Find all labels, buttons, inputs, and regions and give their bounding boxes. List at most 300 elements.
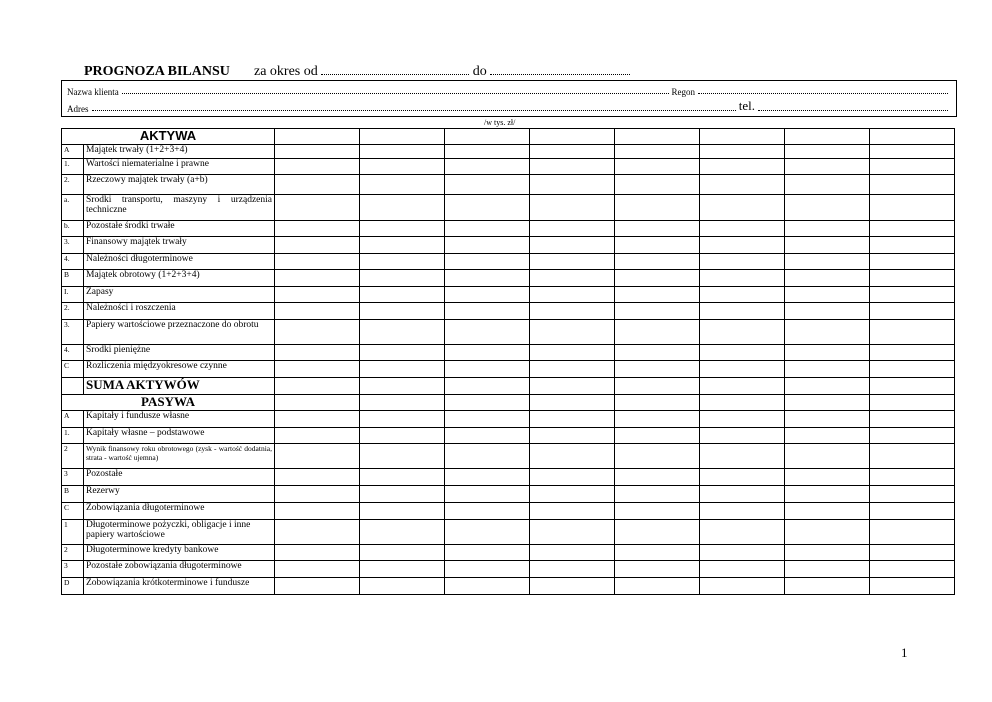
pasywa-row xyxy=(62,503,955,520)
value-cell[interactable] xyxy=(615,221,700,237)
value-cell[interactable] xyxy=(870,469,955,486)
value-cell[interactable] xyxy=(700,195,785,221)
aktywa-row xyxy=(62,145,955,159)
pasywa-row xyxy=(62,545,955,561)
value-cell[interactable] xyxy=(785,411,870,428)
value-cell[interactable] xyxy=(275,428,360,444)
value-cell[interactable] xyxy=(785,303,870,320)
value-cell[interactable] xyxy=(275,345,360,361)
value-cell[interactable] xyxy=(870,270,955,287)
value-cell[interactable] xyxy=(700,395,785,411)
value-cell[interactable] xyxy=(530,145,615,159)
value-cell[interactable] xyxy=(530,159,615,175)
value-cell[interactable] xyxy=(870,520,955,545)
value-cell[interactable] xyxy=(445,145,530,159)
row-mark: D xyxy=(62,578,84,595)
value-cell[interactable] xyxy=(360,221,445,237)
row-label: Należności i roszczenia xyxy=(84,303,275,320)
aktywa-row xyxy=(62,254,955,270)
row-label: Środki pieniężne xyxy=(84,345,275,361)
value-cell[interactable] xyxy=(445,270,530,287)
value-cell[interactable] xyxy=(275,221,360,237)
row-mark: A xyxy=(62,145,84,159)
value-cell[interactable] xyxy=(870,361,955,378)
value-cell[interactable] xyxy=(615,361,700,378)
value-cell[interactable] xyxy=(275,361,360,378)
value-cell[interactable] xyxy=(275,195,360,221)
value-cell[interactable] xyxy=(700,129,785,145)
value-cell[interactable] xyxy=(445,320,530,345)
value-cell[interactable] xyxy=(530,486,615,503)
value-cell[interactable] xyxy=(615,287,700,303)
value-cell[interactable] xyxy=(870,237,955,254)
value-cell[interactable] xyxy=(870,320,955,345)
value-cell[interactable] xyxy=(870,578,955,595)
value-cell[interactable] xyxy=(360,320,445,345)
row-label: Pozostałe xyxy=(84,469,275,486)
address-line xyxy=(67,100,951,114)
pasywa-row xyxy=(62,561,955,578)
value-cell[interactable] xyxy=(530,469,615,486)
row-label: Pozostałe środki trwałe xyxy=(84,221,275,237)
aktywa-row xyxy=(62,237,955,254)
value-cell[interactable] xyxy=(870,303,955,320)
value-cell[interactable] xyxy=(360,503,445,520)
value-cell[interactable] xyxy=(530,428,615,444)
value-cell[interactable] xyxy=(870,411,955,428)
row-mark: 4. xyxy=(62,254,84,270)
value-cell[interactable] xyxy=(275,270,360,287)
value-cell[interactable] xyxy=(530,320,615,345)
value-cell[interactable] xyxy=(615,175,700,195)
value-cell[interactable] xyxy=(360,395,445,411)
value-cell[interactable] xyxy=(870,545,955,561)
value-cell[interactable] xyxy=(615,428,700,444)
value-cell[interactable] xyxy=(445,175,530,195)
client-name-input[interactable] xyxy=(122,93,669,94)
value-cell[interactable] xyxy=(360,444,445,469)
pasywa-row xyxy=(62,486,955,503)
row-label: Zobowiązania długoterminowe xyxy=(84,503,275,520)
row-mark: 3 xyxy=(62,469,84,486)
row-mark: I. xyxy=(62,287,84,303)
value-cell[interactable] xyxy=(785,486,870,503)
value-cell[interactable] xyxy=(785,469,870,486)
aktywa-row xyxy=(62,175,955,195)
value-cell[interactable] xyxy=(360,361,445,378)
value-cell[interactable] xyxy=(785,345,870,361)
value-cell[interactable] xyxy=(700,486,785,503)
value-cell[interactable] xyxy=(615,469,700,486)
value-cell[interactable] xyxy=(870,195,955,221)
value-cell[interactable] xyxy=(615,378,700,395)
value-cell[interactable] xyxy=(530,503,615,520)
value-cell[interactable] xyxy=(360,145,445,159)
aktywa-row xyxy=(62,303,955,320)
row-mark: 1 xyxy=(62,520,84,545)
value-cell[interactable] xyxy=(445,578,530,595)
value-cell[interactable] xyxy=(700,345,785,361)
row-label: Papiery wartościowe przeznaczone do obrotu xyxy=(84,320,275,345)
value-cell[interactable] xyxy=(360,159,445,175)
aktywa-heading-row xyxy=(62,129,955,145)
row-mark: 1. xyxy=(62,428,84,444)
value-cell[interactable] xyxy=(445,561,530,578)
value-cell[interactable] xyxy=(275,237,360,254)
row-label: Długoterminowe kredyty bankowe xyxy=(84,545,275,561)
value-cell[interactable] xyxy=(360,237,445,254)
value-cell[interactable] xyxy=(275,175,360,195)
value-cell[interactable] xyxy=(785,320,870,345)
value-cell[interactable] xyxy=(615,195,700,221)
value-cell[interactable] xyxy=(870,345,955,361)
value-cell[interactable] xyxy=(700,159,785,175)
value-cell[interactable] xyxy=(530,303,615,320)
regon-input[interactable] xyxy=(698,93,948,94)
value-cell[interactable] xyxy=(275,444,360,469)
row-label: Rozliczenia międzyokresowe czynne xyxy=(84,361,275,378)
value-cell[interactable] xyxy=(615,129,700,145)
value-cell[interactable] xyxy=(530,195,615,221)
aktywa-row xyxy=(62,270,955,287)
period-to-input[interactable] xyxy=(490,74,630,75)
value-cell[interactable] xyxy=(275,486,360,503)
value-cell[interactable] xyxy=(615,270,700,287)
client-name-line xyxy=(67,83,951,97)
value-cell[interactable] xyxy=(870,503,955,520)
value-cell[interactable] xyxy=(445,486,530,503)
value-cell[interactable] xyxy=(445,254,530,270)
pasywa-row xyxy=(62,444,955,469)
value-cell[interactable] xyxy=(870,145,955,159)
value-cell[interactable] xyxy=(700,175,785,195)
row-mark: b. xyxy=(62,221,84,237)
value-cell[interactable] xyxy=(445,345,530,361)
value-cell[interactable] xyxy=(275,395,360,411)
value-cell[interactable] xyxy=(700,545,785,561)
value-cell[interactable] xyxy=(360,129,445,145)
value-cell[interactable] xyxy=(530,221,615,237)
row-label: Środki transportu, maszyny i urządzenia techniczne xyxy=(84,195,275,221)
value-cell[interactable] xyxy=(445,361,530,378)
aktywa-row xyxy=(62,320,955,345)
value-cell[interactable] xyxy=(275,254,360,270)
value-cell[interactable] xyxy=(360,175,445,195)
value-cell[interactable] xyxy=(445,303,530,320)
period-to-label: do xyxy=(472,64,487,79)
value-cell[interactable] xyxy=(785,270,870,287)
value-cell[interactable] xyxy=(530,520,615,545)
value-cell[interactable] xyxy=(785,545,870,561)
value-cell[interactable] xyxy=(870,221,955,237)
value-cell[interactable] xyxy=(530,578,615,595)
value-cell[interactable] xyxy=(785,561,870,578)
value-cell[interactable] xyxy=(445,520,530,545)
value-cell[interactable] xyxy=(530,287,615,303)
row-mark: 2. xyxy=(62,175,84,195)
regon-label: Regon xyxy=(671,87,695,97)
value-cell[interactable] xyxy=(785,129,870,145)
address-label: Adres xyxy=(67,104,89,114)
value-cell[interactable] xyxy=(275,159,360,175)
value-cell[interactable] xyxy=(870,254,955,270)
period-from-input[interactable] xyxy=(321,74,469,75)
value-cell[interactable] xyxy=(530,361,615,378)
value-cell[interactable] xyxy=(700,320,785,345)
value-cell[interactable] xyxy=(615,503,700,520)
value-cell[interactable] xyxy=(360,287,445,303)
value-cell[interactable] xyxy=(445,469,530,486)
value-cell[interactable] xyxy=(785,361,870,378)
row-label: Wynik finansowy roku obrotowego (zysk - wartość dodatnia, strata - wartość ujemna) xyxy=(84,444,275,469)
value-cell[interactable] xyxy=(360,270,445,287)
value-cell[interactable] xyxy=(530,561,615,578)
value-cell[interactable] xyxy=(785,287,870,303)
pasywa-row xyxy=(62,469,955,486)
value-cell[interactable] xyxy=(360,303,445,320)
value-cell[interactable] xyxy=(785,520,870,545)
value-cell[interactable] xyxy=(445,545,530,561)
row-label: Finansowy majątek trwały xyxy=(84,237,275,254)
row-mark: 1. xyxy=(62,159,84,175)
value-cell[interactable] xyxy=(785,237,870,254)
value-cell[interactable] xyxy=(445,195,530,221)
value-cell[interactable] xyxy=(870,428,955,444)
value-cell[interactable] xyxy=(785,159,870,175)
value-cell[interactable] xyxy=(530,378,615,395)
row-mark: C xyxy=(62,361,84,378)
pasywa-heading-row xyxy=(62,395,955,411)
value-cell[interactable] xyxy=(785,444,870,469)
value-cell[interactable] xyxy=(785,503,870,520)
row-mark: 3 xyxy=(62,561,84,578)
value-cell[interactable] xyxy=(870,486,955,503)
value-cell[interactable] xyxy=(700,411,785,428)
value-cell[interactable] xyxy=(615,561,700,578)
value-cell[interactable] xyxy=(785,254,870,270)
value-cell[interactable] xyxy=(360,378,445,395)
aktywa-row xyxy=(62,361,955,378)
value-cell[interactable] xyxy=(615,303,700,320)
value-cell[interactable] xyxy=(870,129,955,145)
row-label: Wartości niematerialne i prawne xyxy=(84,159,275,175)
value-cell[interactable] xyxy=(870,444,955,469)
value-cell[interactable] xyxy=(615,486,700,503)
value-cell[interactable] xyxy=(275,378,360,395)
page-number: 1 xyxy=(901,645,908,660)
value-cell[interactable] xyxy=(275,520,360,545)
value-cell[interactable] xyxy=(615,395,700,411)
value-cell[interactable] xyxy=(360,411,445,428)
row-label: Rzeczowy majątek trwały (a+b) xyxy=(84,175,275,195)
row-label: Kapitały własne – podstawowe xyxy=(84,428,275,444)
value-cell[interactable] xyxy=(360,578,445,595)
address-input[interactable] xyxy=(92,110,736,111)
value-cell[interactable] xyxy=(445,221,530,237)
value-cell[interactable] xyxy=(615,520,700,545)
value-cell[interactable] xyxy=(275,145,360,159)
value-cell[interactable] xyxy=(275,545,360,561)
value-cell[interactable] xyxy=(275,503,360,520)
row-label: Zapasy xyxy=(84,287,275,303)
value-cell[interactable] xyxy=(700,270,785,287)
value-cell[interactable] xyxy=(275,411,360,428)
value-cell[interactable] xyxy=(360,486,445,503)
value-cell[interactable] xyxy=(360,195,445,221)
value-cell[interactable] xyxy=(700,469,785,486)
row-mark: 3. xyxy=(62,320,84,345)
pasywa-row xyxy=(62,578,955,595)
value-cell[interactable] xyxy=(870,175,955,195)
value-cell[interactable] xyxy=(360,345,445,361)
value-cell[interactable] xyxy=(870,378,955,395)
value-cell[interactable] xyxy=(275,469,360,486)
unit-note: /w tys. zł/ xyxy=(484,118,516,127)
value-cell[interactable] xyxy=(785,395,870,411)
value-cell[interactable] xyxy=(445,378,530,395)
suma-aktywow-row xyxy=(62,378,955,395)
value-cell[interactable] xyxy=(530,345,615,361)
value-cell[interactable] xyxy=(530,411,615,428)
value-cell[interactable] xyxy=(530,129,615,145)
value-cell[interactable] xyxy=(445,428,530,444)
value-cell[interactable] xyxy=(445,237,530,254)
value-cell[interactable] xyxy=(360,545,445,561)
value-cell[interactable] xyxy=(360,520,445,545)
value-cell[interactable] xyxy=(360,254,445,270)
value-cell[interactable] xyxy=(615,320,700,345)
value-cell[interactable] xyxy=(785,378,870,395)
period-from-label: za okres od xyxy=(254,64,318,79)
value-cell[interactable] xyxy=(870,159,955,175)
value-cell[interactable] xyxy=(530,545,615,561)
value-cell[interactable] xyxy=(275,303,360,320)
pasywa-row xyxy=(62,520,955,545)
value-cell[interactable] xyxy=(445,129,530,145)
row-mark: B xyxy=(62,486,84,503)
value-cell[interactable] xyxy=(785,175,870,195)
value-cell[interactable] xyxy=(530,444,615,469)
value-cell[interactable] xyxy=(785,145,870,159)
value-cell[interactable] xyxy=(360,428,445,444)
value-cell[interactable] xyxy=(700,561,785,578)
value-cell[interactable] xyxy=(615,254,700,270)
value-cell[interactable] xyxy=(530,254,615,270)
value-cell[interactable] xyxy=(870,287,955,303)
client-info-box xyxy=(61,80,957,117)
aktywa-row xyxy=(62,159,955,175)
value-cell[interactable] xyxy=(275,578,360,595)
value-cell[interactable] xyxy=(870,561,955,578)
period-field[interactable] xyxy=(254,64,630,80)
pasywa-heading: PASYWA xyxy=(62,395,275,411)
aktywa-row xyxy=(62,345,955,361)
value-cell[interactable] xyxy=(700,520,785,545)
value-cell[interactable] xyxy=(445,411,530,428)
value-cell[interactable] xyxy=(785,195,870,221)
value-cell[interactable] xyxy=(785,578,870,595)
aktywa-row xyxy=(62,221,955,237)
value-cell[interactable] xyxy=(445,503,530,520)
tel-label: tel. xyxy=(738,98,755,113)
value-cell[interactable] xyxy=(700,578,785,595)
value-cell[interactable] xyxy=(700,444,785,469)
value-cell[interactable] xyxy=(615,345,700,361)
row-mark: B xyxy=(62,270,84,287)
pasywa-row xyxy=(62,411,955,428)
value-cell[interactable] xyxy=(870,395,955,411)
row-mark: C xyxy=(62,503,84,520)
row-label: Majątek obrotowy (1+2+3+4) xyxy=(84,270,275,287)
row-mark: 2. xyxy=(62,303,84,320)
value-cell[interactable] xyxy=(530,395,615,411)
value-cell[interactable] xyxy=(530,175,615,195)
value-cell[interactable] xyxy=(615,444,700,469)
value-cell[interactable] xyxy=(275,561,360,578)
row-mark: a. xyxy=(62,195,84,221)
value-cell[interactable] xyxy=(445,444,530,469)
value-cell[interactable] xyxy=(700,254,785,270)
aktywa-heading: AKTYWA xyxy=(62,129,275,145)
value-cell[interactable] xyxy=(700,428,785,444)
value-cell[interactable] xyxy=(445,287,530,303)
row-label: Rezerwy xyxy=(84,486,275,503)
value-cell[interactable] xyxy=(445,159,530,175)
row-label: Pozostałe zobowiązania długoterminowe xyxy=(84,561,275,578)
value-cell[interactable] xyxy=(275,287,360,303)
row-mark: 2 xyxy=(62,545,84,561)
value-cell[interactable] xyxy=(530,237,615,254)
row-label: Należności długoterminowe xyxy=(84,254,275,270)
value-cell[interactable] xyxy=(700,378,785,395)
value-cell[interactable] xyxy=(700,303,785,320)
row-label: Kapitały i fundusze własne xyxy=(84,411,275,428)
value-cell[interactable] xyxy=(700,287,785,303)
value-cell[interactable] xyxy=(700,221,785,237)
row-mark: 3. xyxy=(62,237,84,254)
value-cell[interactable] xyxy=(615,159,700,175)
value-cell[interactable] xyxy=(700,145,785,159)
row-mark: 2 xyxy=(62,444,84,469)
row-label: Zobowiązania krótkoterminowe i fundusze xyxy=(84,578,275,595)
value-cell[interactable] xyxy=(700,361,785,378)
value-cell[interactable] xyxy=(360,561,445,578)
form-title: PROGNOZA BILANSU xyxy=(84,64,230,79)
value-cell[interactable] xyxy=(700,237,785,254)
value-cell[interactable] xyxy=(275,320,360,345)
value-cell[interactable] xyxy=(530,270,615,287)
value-cell[interactable] xyxy=(700,503,785,520)
value-cell[interactable] xyxy=(360,469,445,486)
pasywa-row xyxy=(62,428,955,444)
value-cell[interactable] xyxy=(615,578,700,595)
aktywa-row xyxy=(62,195,955,221)
value-cell[interactable] xyxy=(615,545,700,561)
client-name-label: Nazwa klienta xyxy=(67,87,119,97)
row-mark: 4. xyxy=(62,345,84,361)
tel-input[interactable] xyxy=(758,110,948,111)
value-cell[interactable] xyxy=(445,395,530,411)
value-cell[interactable] xyxy=(615,145,700,159)
balance-table xyxy=(61,128,955,595)
row-mark: A xyxy=(62,411,84,428)
value-cell[interactable] xyxy=(785,221,870,237)
value-cell[interactable] xyxy=(615,411,700,428)
value-cell[interactable] xyxy=(275,129,360,145)
row-label: Majątek trwały (1+2+3+4) xyxy=(84,145,275,159)
value-cell[interactable] xyxy=(615,237,700,254)
value-cell[interactable] xyxy=(785,428,870,444)
